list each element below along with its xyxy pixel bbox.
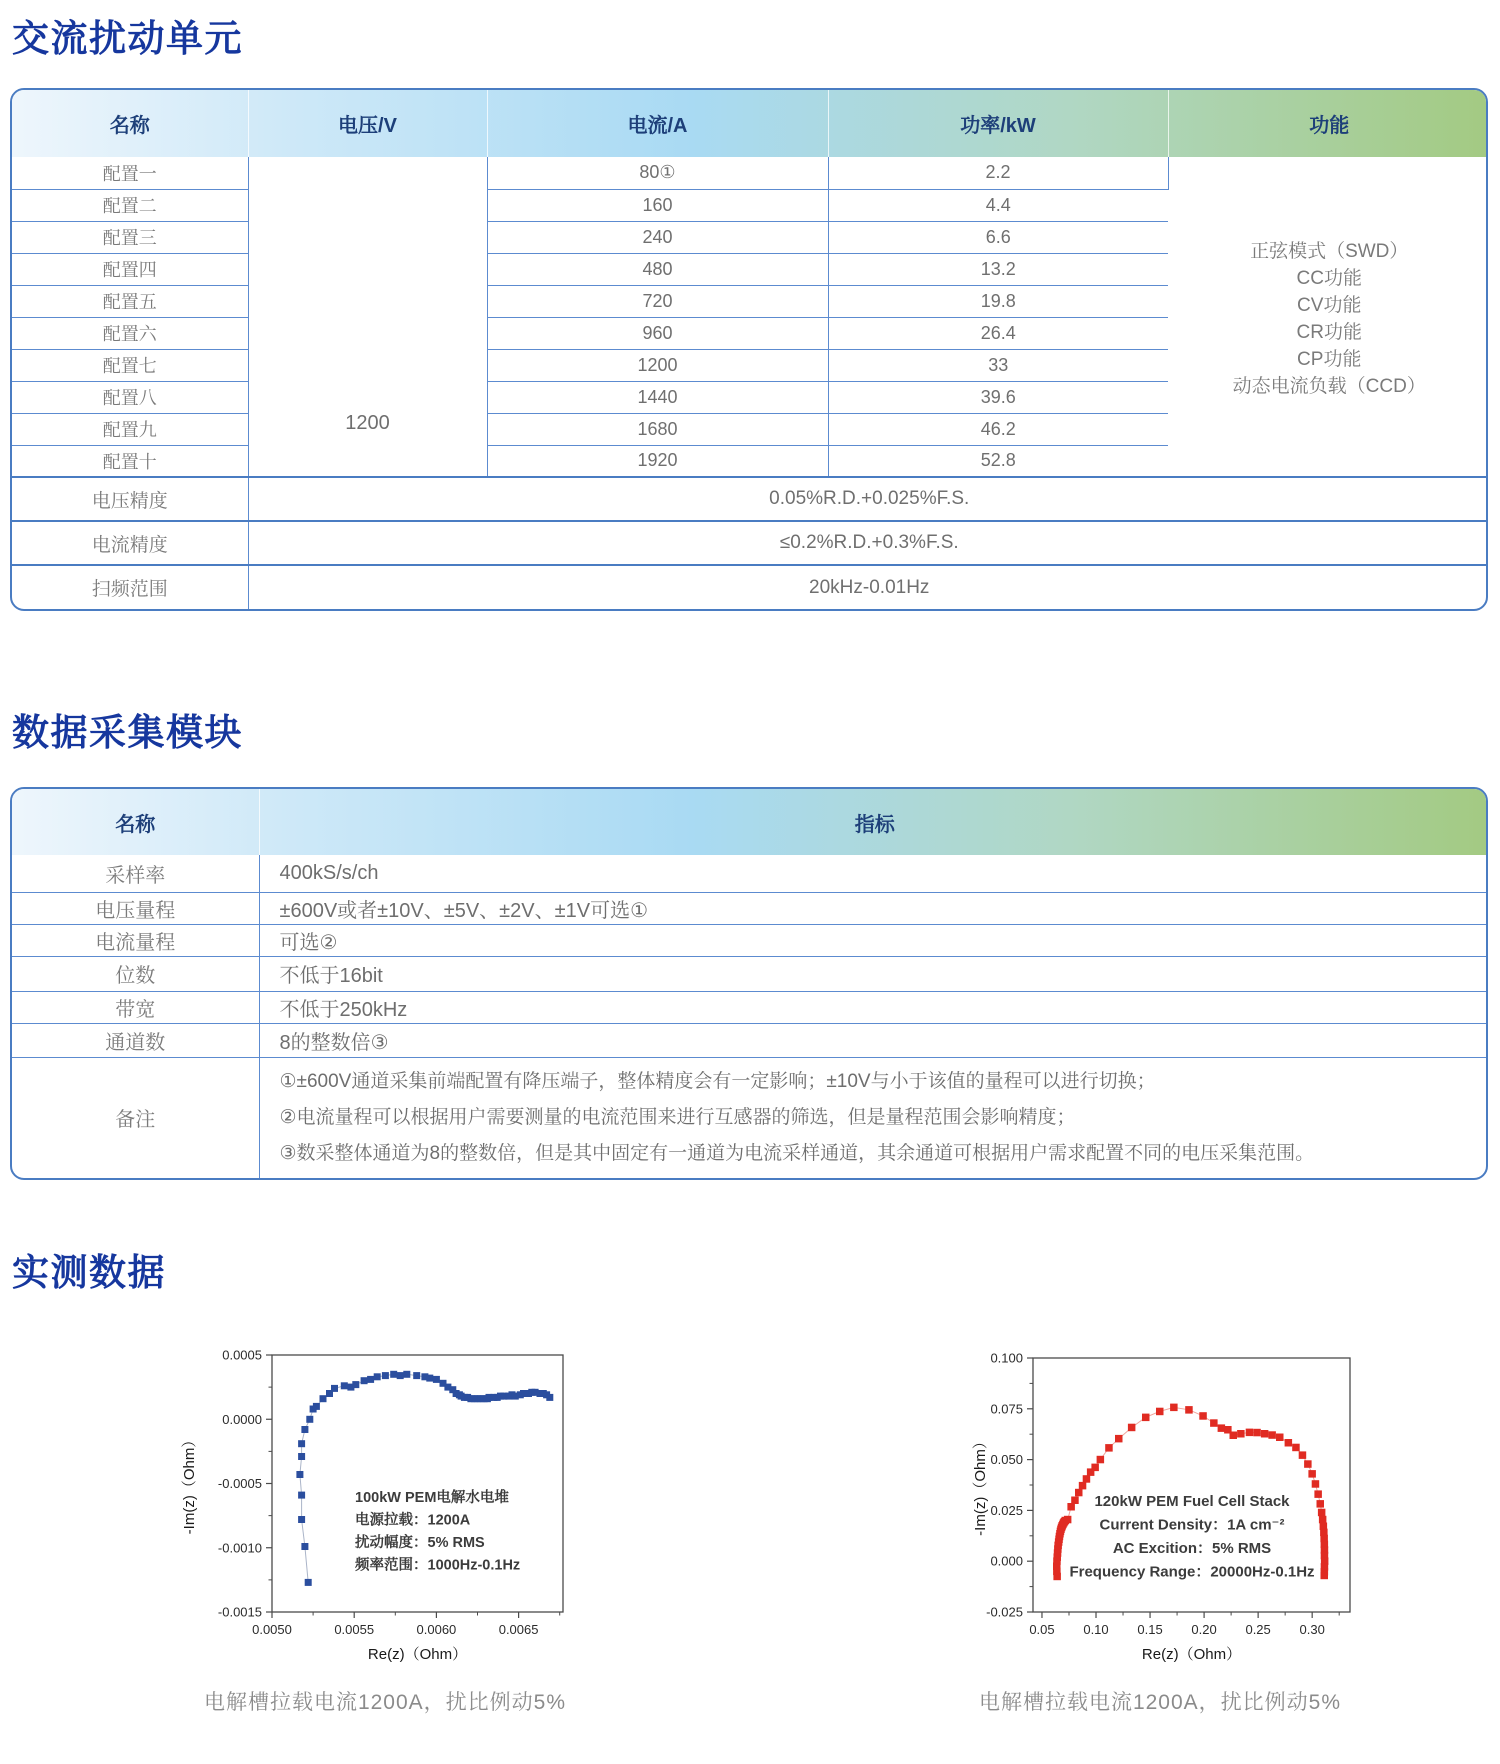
spec-name-cell: 电压精度: [12, 477, 248, 521]
config-name-cell: 配置六: [12, 317, 248, 349]
current-cell: 1200: [487, 349, 828, 381]
spec-value-cell: ≤0.2%R.D.+0.3%F.S.: [248, 521, 1488, 565]
spec-value-cell: 0.05%R.D.+0.025%F.S.: [248, 477, 1488, 521]
config-name-cell: 配置二: [12, 189, 248, 221]
svg-text:0.0060: 0.0060: [416, 1622, 457, 1637]
svg-text:120kW PEM Fuel Cell Stack: 120kW PEM Fuel Cell Stack: [1094, 1493, 1290, 1510]
svg-text:0.025: 0.025: [990, 1502, 1023, 1518]
param-name-cell: 电流量程: [12, 924, 259, 956]
svg-text:0.10: 0.10: [1083, 1622, 1109, 1637]
svg-text:0.0050: 0.0050: [252, 1622, 292, 1637]
column-header: 功率/kW: [828, 90, 1168, 157]
table-row: [12, 1023, 1488, 1057]
svg-text:频率范围：1000Hz-0.1Hz: 频率范围：1000Hz-0.1Hz: [355, 1557, 521, 1574]
svg-text:Re(z)（Ohm）: Re(z)（Ohm）: [367, 1646, 468, 1662]
power-cell: 2.2: [828, 157, 1168, 189]
param-value-cell: 400kS/s/ch: [259, 855, 1488, 892]
param-value-cell: ±600V或者±10V、±5V、±2V、±1V可选①: [259, 892, 1488, 924]
svg-text:0.15: 0.15: [1137, 1622, 1163, 1637]
param-name-cell: 位数: [12, 956, 259, 991]
current-cell: 720: [487, 285, 828, 317]
nyquist-chart-electrolyzer: [170, 1330, 600, 1667]
table-row: [12, 855, 1488, 892]
config-name-cell: 配置五: [12, 285, 248, 317]
svg-text:0.000: 0.000: [990, 1553, 1023, 1569]
table-row: [12, 157, 1488, 189]
current-cell: 1440: [487, 381, 828, 413]
column-header: 名称: [12, 789, 259, 855]
current-cell: 80①: [487, 157, 828, 189]
power-cell: 52.8: [828, 445, 1168, 477]
svg-text:0.0000: 0.0000: [222, 1411, 262, 1427]
current-cell: 160: [487, 189, 828, 221]
remark-line: ②电流量程可以根据用户需要测量的电流范围来进行互感器的筛选，但是量程范围会影响精度；: [279, 1106, 1076, 1128]
nyquist-chart-fuel-cell: [930, 1330, 1370, 1667]
config-name-cell: 配置十: [12, 445, 248, 477]
chart-caption-left: 电解槽拉载电流1200A，扰比例动5%: [203, 1691, 567, 1714]
svg-text:0.05: 0.05: [1029, 1622, 1055, 1637]
config-name-cell: 配置七: [12, 349, 248, 381]
current-cell: 960: [487, 317, 828, 349]
svg-text:0.075: 0.075: [990, 1401, 1023, 1417]
function-list: [1169, 236, 1489, 398]
power-cell: 39.6: [828, 381, 1168, 413]
voltage-value: 1200: [345, 412, 390, 435]
column-header: 名称: [12, 90, 248, 157]
power-cell: 33: [828, 349, 1168, 381]
svg-text:-Im(z)（Ohm）: -Im(z)（Ohm）: [972, 1434, 989, 1536]
param-value-cell: 可选②: [259, 924, 1488, 956]
function-item: CV功能: [1297, 294, 1362, 316]
svg-text:Current Density：1A cm⁻²: Current Density：1A cm⁻²: [1099, 1516, 1285, 1534]
svg-text:AC Excition：5% RMS: AC Excition：5% RMS: [1112, 1540, 1272, 1557]
param-value-cell: 不低于16bit: [259, 956, 1488, 991]
svg-text:0.20: 0.20: [1191, 1622, 1217, 1637]
function-item: CP功能: [1297, 348, 1362, 370]
function-item: 动态电流负载（CCD）: [1232, 375, 1426, 397]
column-header: 电压/V: [248, 90, 487, 157]
power-cell: 19.8: [828, 285, 1168, 317]
param-name-cell: 带宽: [12, 991, 259, 1023]
section-title-measured-data: 实测数据: [12, 1252, 166, 1293]
current-cell: 1680: [487, 413, 828, 445]
spec-name-cell: 电流精度: [12, 521, 248, 565]
chart-caption-right: 电解槽拉载电流1200A，扰比例动5%: [978, 1691, 1342, 1714]
param-name-cell: 采样率: [12, 855, 259, 892]
config-name-cell: 配置九: [12, 413, 248, 445]
svg-text:Re(z)（Ohm）: Re(z)（Ohm）: [1141, 1646, 1242, 1662]
param-value-cell: 8的整数倍③: [259, 1023, 1488, 1057]
svg-text:100kW PEM电解水电堆: 100kW PEM电解水电堆: [355, 1490, 509, 1506]
current-cell: 240: [487, 221, 828, 253]
param-name-cell: 电压量程: [12, 892, 259, 924]
spec-name-cell: 扫频范围: [12, 565, 248, 609]
table-row: [12, 565, 1488, 609]
power-cell: 46.2: [828, 413, 1168, 445]
remark-value-cell: [259, 1057, 1488, 1178]
config-name-cell: 配置一: [12, 157, 248, 189]
svg-text:扰动幅度：5% RMS: 扰动幅度：5% RMS: [355, 1535, 485, 1551]
table-row: [12, 477, 1488, 521]
svg-text:0.0065: 0.0065: [498, 1622, 539, 1637]
current-cell: 480: [487, 253, 828, 285]
function-merged-cell: [1168, 157, 1488, 477]
daq-table: [10, 787, 1488, 1180]
table-row: [12, 991, 1488, 1023]
spec-value-cell: 20kHz-0.01Hz: [248, 565, 1488, 609]
power-cell: 13.2: [828, 253, 1168, 285]
remark-line: ①±600V通道采集前端配置有降压端子，整体精度会有一定影响；±10V与小于该值的量程可以进行切换；: [279, 1070, 1156, 1092]
param-value-cell: 不低于250kHz: [259, 991, 1488, 1023]
svg-text:0.0055: 0.0055: [334, 1622, 375, 1637]
svg-text:Frequency Range：20000Hz-0.1Hz: Frequency Range：20000Hz-0.1Hz: [1069, 1563, 1315, 1581]
config-name-cell: 配置三: [12, 221, 248, 253]
table-header-row: [12, 789, 1488, 855]
column-header: 指标: [854, 813, 895, 836]
param-name-cell: 通道数: [12, 1023, 259, 1057]
svg-text:电源拉载：1200A: 电源拉载：1200A: [355, 1512, 471, 1529]
config-name-cell: 配置八: [12, 381, 248, 413]
table-header-row: [12, 90, 1488, 157]
config-name-cell: 配置四: [12, 253, 248, 285]
svg-text:-Im(z)（Ohm）: -Im(z)（Ohm）: [181, 1432, 198, 1535]
table-row: [12, 892, 1488, 924]
function-item: CC功能: [1296, 267, 1362, 289]
ac-disturbance-table: [10, 88, 1488, 611]
table-row: [12, 924, 1488, 956]
svg-text:0.050: 0.050: [990, 1452, 1023, 1468]
function-item: CR功能: [1296, 321, 1362, 343]
svg-text:-0.0015: -0.0015: [217, 1604, 262, 1620]
column-header: 功能: [1309, 115, 1350, 137]
table-row: [12, 956, 1488, 991]
current-cell: 1920: [487, 445, 828, 477]
function-item: 正弦模式（SWD）: [1250, 240, 1409, 262]
table-row: [12, 1057, 1488, 1178]
svg-text:0.100: 0.100: [990, 1350, 1023, 1366]
svg-text:0.0005: 0.0005: [222, 1347, 262, 1363]
power-cell: 26.4: [828, 317, 1168, 349]
power-cell: 4.4: [828, 189, 1168, 221]
voltage-merged-cell: [248, 157, 487, 477]
svg-text:0.30: 0.30: [1299, 1622, 1325, 1637]
remark-name-cell: 备注: [12, 1057, 259, 1178]
section-title-ac-unit: 交流扰动单元: [12, 18, 243, 59]
svg-text:-0.0010: -0.0010: [217, 1540, 262, 1556]
power-cell: 6.6: [828, 221, 1168, 253]
svg-text:0.25: 0.25: [1245, 1622, 1271, 1637]
table-row: [12, 521, 1488, 565]
svg-text:-0.0005: -0.0005: [217, 1476, 262, 1491]
section-title-daq: 数据采集模块: [12, 712, 243, 753]
svg-text:-0.025: -0.025: [986, 1604, 1023, 1620]
remark-line: ③数采整体通道为8的整数倍，但是其中固定有一通道为电流采样通道，其余通道可根据用户需求配置不同的电压采集范围。: [279, 1142, 1315, 1164]
column-header: 电流/A: [487, 90, 828, 157]
